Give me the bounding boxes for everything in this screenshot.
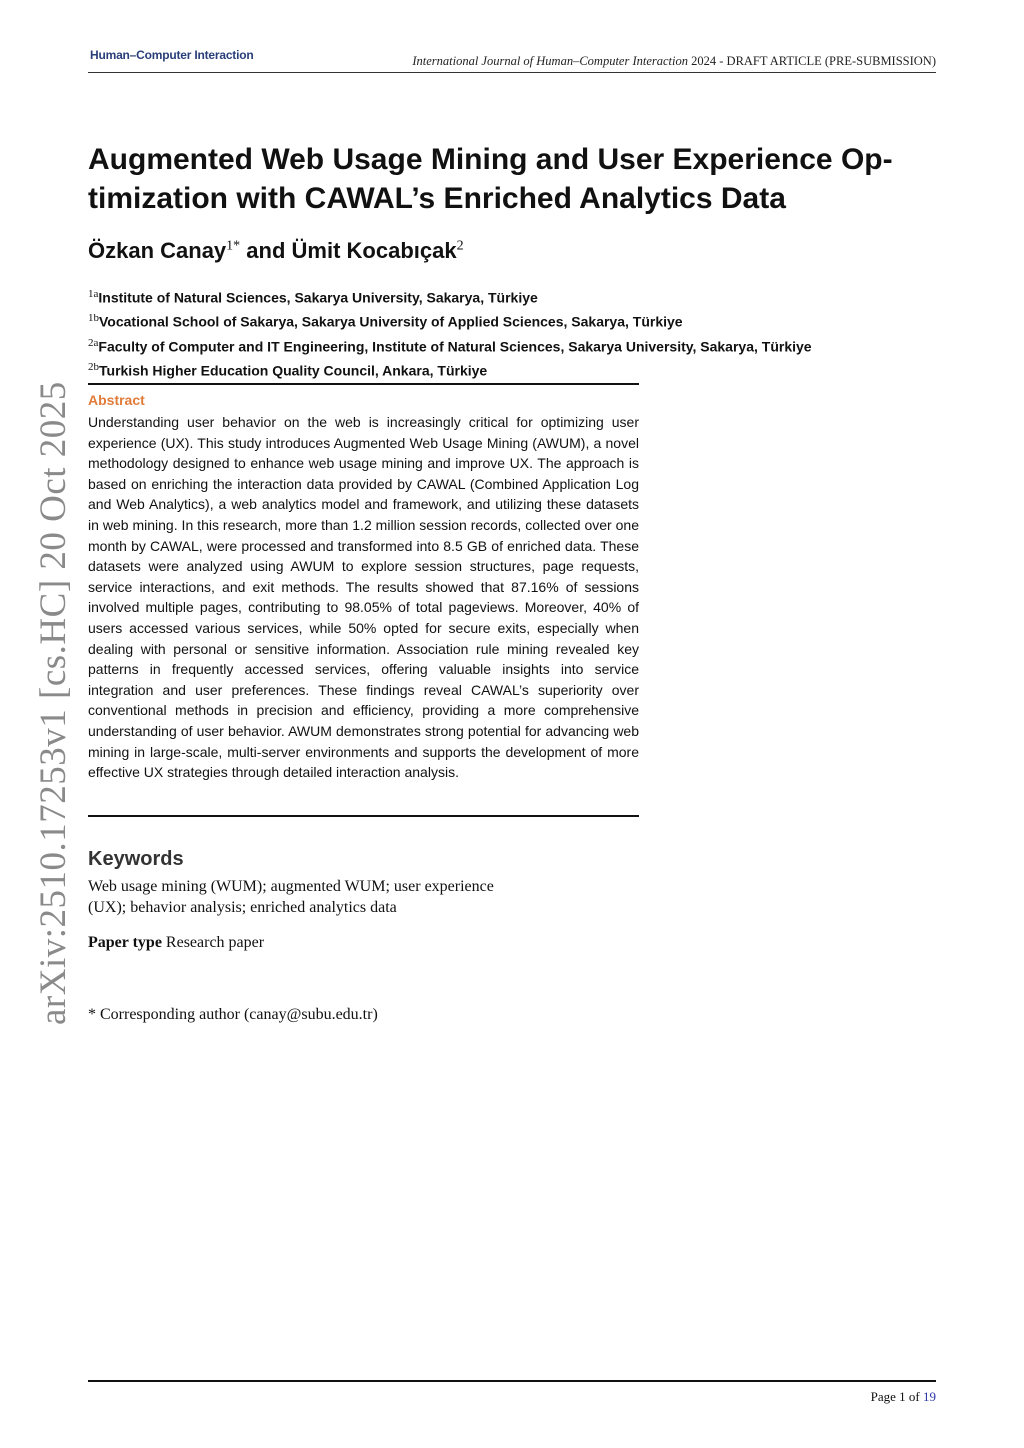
abstract-heading: Abstract xyxy=(88,392,145,408)
affiliation-text: Turkish Higher Education Quality Council, Ankara, Türkiye xyxy=(99,362,488,379)
affiliation-text: Faculty of Computer and IT Engineering, Institute of Natural Sciences, Sakarya University, Sakarya, Türkiye xyxy=(98,338,812,355)
affiliation-item xyxy=(88,333,812,357)
keywords-heading: Keywords xyxy=(88,848,184,870)
title-line: Augmented Web Usage Mining and User Experience Op- xyxy=(88,143,893,176)
affiliation-text: Institute of Natural Sciences, Sakarya University, Sakarya, Türkiye xyxy=(98,289,538,306)
affiliation-item xyxy=(88,357,812,381)
paper-type-label: Paper type xyxy=(88,934,162,951)
arxiv-stamp: arXiv:2510.17253v1 [cs.HC] 20 Oct 2025 xyxy=(33,381,74,1025)
paper-type xyxy=(88,934,264,952)
journal-logo: Human–Computer Interaction xyxy=(90,48,254,62)
page-number xyxy=(871,1389,936,1405)
abstract-bottom-rule xyxy=(88,815,639,817)
author-mark: 1* xyxy=(226,238,241,254)
page-prefix: Page xyxy=(870,1389,900,1404)
total-pages-link[interactable]: 19 xyxy=(923,1389,936,1404)
affiliation-mark: 1a xyxy=(88,288,99,300)
current-page: 1 xyxy=(899,1389,906,1404)
footer-rule xyxy=(88,1380,936,1382)
journal-name: International Journal of Human–Computer Interaction xyxy=(412,54,688,68)
abstract-body: Understanding user behavior on the web is increasingly critical for optimizing user experience (UX). This study introduces Augmented Web Usage Mining (AWUM), a novel methodology designed to enhance web usage mining and improve UX. The approach is based on enriching the interaction data provided by CAWAL (Combined Application Log and Web Analytics), a web analytics model and framework, and utilizing these datasets in web mining. In this research, more than 1.2 million session records, collected over one month by CAWAL, were processed and transformed into 8.5 GB of enriched data. These datasets were analyzed using AWUM to explore session structures, page requests, service interactions, and exit methods. The results showed that 87.16% of sessions involved multiple pages, contributing to 98.05% of total pageviews. Moreover, 40% of users accessed various services, while 50% opted for secure exits, especially when dealing with personal or sensitive information. Association rule mining revealed key patterns in frequently accessed services, offering valuable insights into service integration and user preferences. These findings reveal CAWAL’s superiority over conventional methods in precision and efficiency, providing a more comprehensive understanding of user behavior. AWUM demonstrates strong potential for advancing web mining in large-scale, multi-server environments and supports the development of more effective UX strategies through detailed interaction analysis. xyxy=(88,414,639,781)
paper-title xyxy=(88,140,918,218)
affiliation-mark: 1b xyxy=(88,312,99,325)
year-status: 2024 - DRAFT ARTICLE (PRE-SUBMISSION) xyxy=(688,54,936,68)
paper-type-value: Research paper xyxy=(161,934,265,951)
author-mark: 2 xyxy=(456,238,464,254)
corresponding-author-footnote: * Corresponding author (canay@subu.edu.tr) xyxy=(88,1006,378,1023)
affiliation-text: Vocational School of Sakarya, Sakarya University of Applied Sciences, Sakarya, Türkiye xyxy=(99,314,683,331)
abstract-top-rule xyxy=(88,383,639,385)
keywords-text: Web usage mining (WUM); augmented WUM; user experience (UX); behavior analysis; enriched analytics data xyxy=(88,878,494,916)
page-of: of xyxy=(905,1389,923,1404)
author-name: Özkan Canay xyxy=(88,238,227,263)
author-name: Ümit Kocabıçak xyxy=(291,238,457,263)
affiliation-list xyxy=(88,284,812,381)
affiliation-mark: 2a xyxy=(88,336,99,349)
header-rule xyxy=(88,72,936,73)
affiliation-mark: 2b xyxy=(88,361,99,374)
author-list xyxy=(88,238,464,264)
title-line: timization with CAWAL’s Enriched Analytics Data xyxy=(88,182,786,215)
affiliation-item xyxy=(88,308,812,332)
running-header xyxy=(412,54,936,69)
author-connector: and xyxy=(240,238,292,263)
affiliation-item xyxy=(88,284,812,308)
